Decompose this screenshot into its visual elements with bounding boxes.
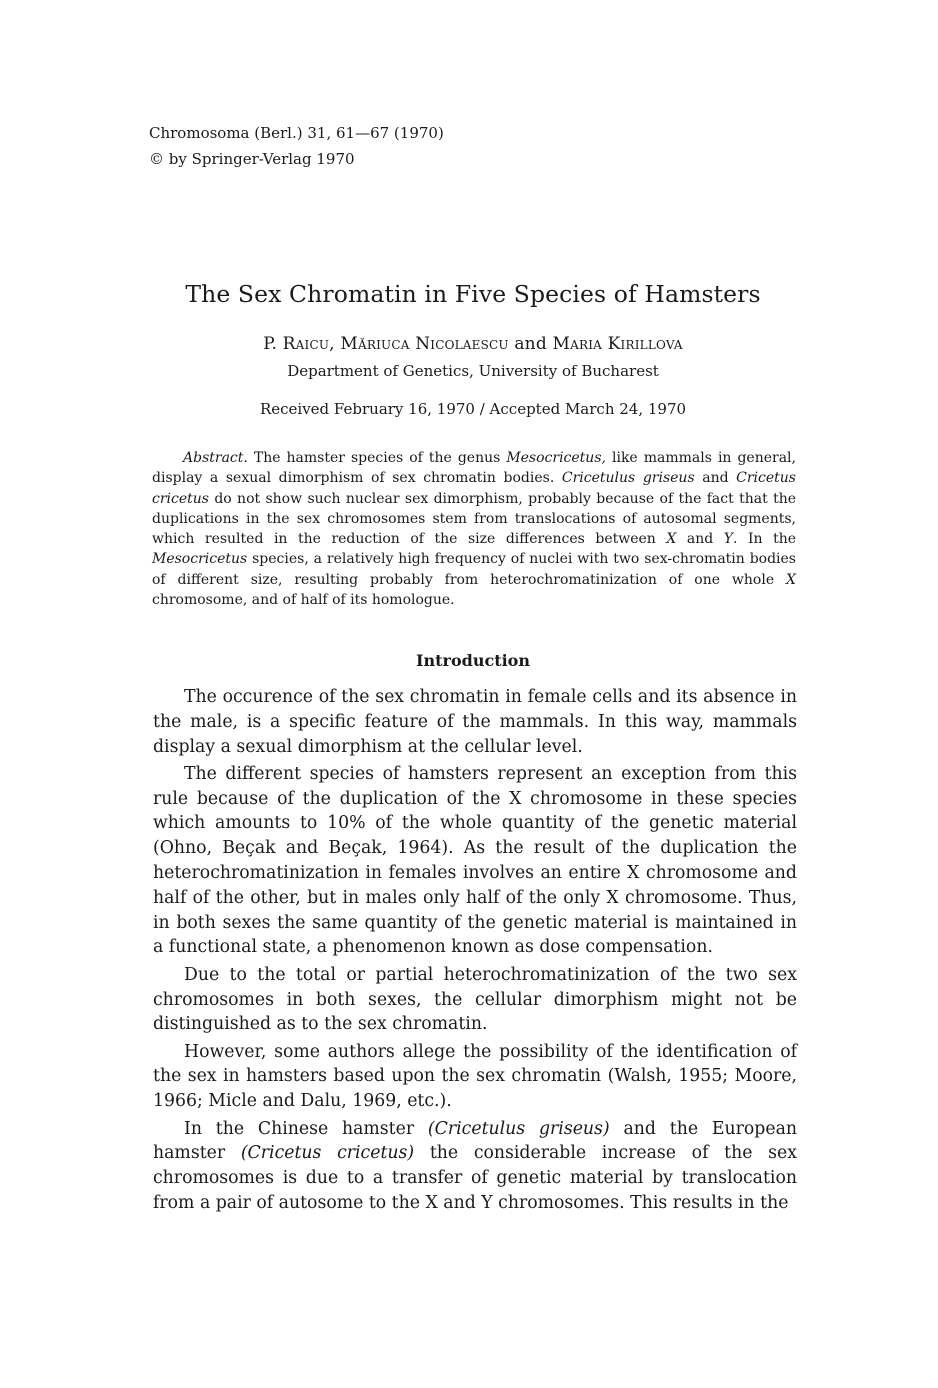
- author-line: [0, 334, 938, 354]
- author-2: Măriuca Nicolaescu: [340, 334, 509, 354]
- abstract-label: Abstract.: [183, 450, 248, 466]
- journal-citation: Chromosoma (Berl.) 31, 61—67 (1970): [149, 124, 444, 142]
- section-heading-introduction: Introduction: [416, 651, 530, 670]
- copyright-notice: © by Springer-Verlag 1970: [149, 150, 355, 168]
- body-paragraph-3: Due to the total or partial heterochromatinization of the two sex chromosomes in both sexes, the cellular dimorphism might not be distinguished as to the sex chromatin.: [153, 964, 797, 1035]
- body-paragraph-2: The different species of hamsters represent an exception from this rule because of the duplication of the X chromosome in these species which amounts to 10% of the whole quantity of the genetic material (Ohno, Beçak and Beçak, 1964). As the result of the duplication the heterochromatinization in females involves an entire X chromosome and half of the other, but in males only half of the only X chromosome. Thus, in both sexes the same quantity of the genetic material is maintained in a functional state, a phenomenon known as dose compensation.: [153, 763, 797, 958]
- received-dates: Received February 16, 1970 / Accepted March 24, 1970: [259, 400, 687, 418]
- affiliation: Department of Genetics, University of Bucharest: [287, 362, 659, 380]
- journal-header: [149, 120, 444, 172]
- author-3: Maria Kirillova: [552, 334, 683, 354]
- author-1: P. Raicu,: [263, 334, 335, 354]
- body-paragraph-5: In the Chinese hamster (Cricetulus griseus) and the European hamster (Cricetus cricetus) the considerable increase of the sex chromosomes is due to a transfer of genetic material by translocation from a pair of autosome to the X and Y chromosomes. This results in the: [153, 1118, 798, 1213]
- abstract: [152, 448, 796, 610]
- introduction-body: [153, 685, 797, 1218]
- article-title: The Sex Chromatin in Five Species of Hamsters: [185, 280, 761, 308]
- body-paragraph-4: However, some authors allege the possibility of the identification of the sex in hamsters based upon the sex chromatin (Walsh, 1955; Moore, 1966; Micle and Dalu, 1969, etc.).: [153, 1041, 797, 1112]
- abstract-paragraph: Abstract. The hamster species of the genus Mesocricetus, like mammals in general, display a sexual dimorphism of sex chromatin bodies. Cricetulus griseus and Cricetus cricetus do not show such nuclear sex dimorphism, probably because of the fact that the duplications in the sex chromosomes stem from translocations of autosomal segments, which resulted in the reduction of the size differences between X and Y. In the Mesocricetus species, a relatively high frequency of nuclei with two sex-chromatin bodies of different size, resulting probably from heterochromatinization of one whole X chromosome, and of half of its homologue.: [152, 450, 796, 609]
- author-conjunction: and: [514, 334, 547, 354]
- body-paragraph-1: The occurence of the sex chromatin in female cells and its absence in the male, is a specific feature of the mammals. In this way, mammals display a sexual dimorphism at the cellular level.: [153, 687, 797, 757]
